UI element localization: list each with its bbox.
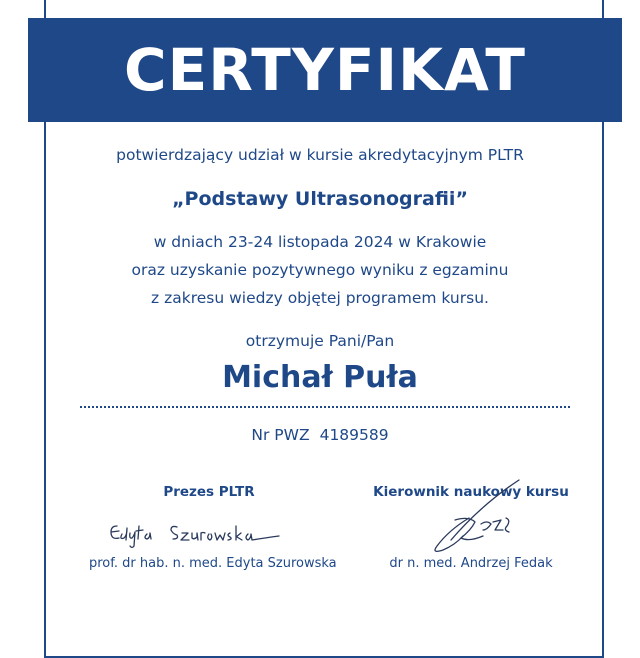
recipient-name: Michał Puła — [222, 360, 418, 395]
pwz-label: Nr PWZ — [251, 426, 310, 444]
course-details-line: w dniach 23-24 listopada 2024 w Krakowie — [153, 233, 487, 251]
signer-role: Prezes PLTR — [163, 484, 255, 500]
confirmation-text: potwierdzający udział w kursie akredytacyjnym PLTR — [116, 146, 524, 164]
signature-block-president — [89, 484, 337, 571]
course-details-line: z zakresu wiedzy objętej programem kursu. — [151, 289, 489, 307]
course-name: „Podstawy Ultrasonografii” — [172, 188, 468, 210]
dotted-divider — [80, 406, 570, 408]
signer-role: Kierownik naukowy kursu — [373, 484, 569, 500]
handwritten-signature — [351, 500, 591, 556]
certificate-title: CERTYFIKAT — [124, 36, 526, 104]
receives-label: otrzymuje Pani/Pan — [245, 332, 395, 350]
handwritten-signature — [89, 500, 329, 556]
signature-block-scientific-director — [351, 484, 591, 571]
signer-name: dr n. med. Andrzej Fedak — [389, 556, 553, 571]
pwz-line — [0, 426, 640, 444]
course-details-line: oraz uzyskanie pozytywnego wyniku z egzaminu — [131, 261, 509, 279]
signer-name: prof. dr hab. n. med. Edyta Szurowska — [89, 556, 337, 571]
pwz-number: 4189589 — [319, 426, 389, 444]
course-details — [0, 228, 640, 312]
title-banner — [28, 18, 622, 122]
